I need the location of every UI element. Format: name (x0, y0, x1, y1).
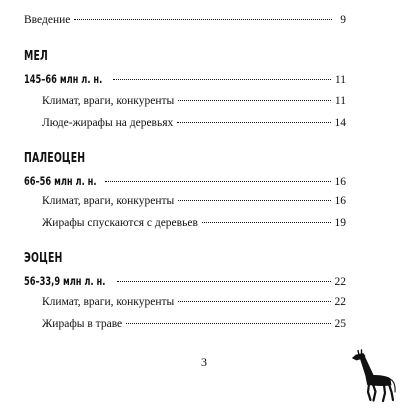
dot-leader (126, 323, 330, 324)
section-heading-cretaceous: МЕЛ (24, 49, 48, 64)
dot-leader (202, 222, 331, 223)
toc-entry-label: Люде-жирафы на деревьях (42, 117, 174, 129)
giraffe-icon (350, 348, 400, 403)
dot-leader (178, 200, 330, 201)
dot-leader (74, 19, 332, 20)
toc-range-label: 56–33,9 млн л. н. (24, 274, 106, 288)
dot-leader (117, 281, 330, 282)
toc-entry-page: 25 (334, 318, 346, 330)
toc-entry (42, 217, 346, 229)
toc-entry (42, 95, 346, 107)
toc-entry (42, 318, 346, 330)
toc-entry-page: 14 (334, 117, 346, 129)
toc-range-page: 16 (334, 176, 346, 188)
toc-entry-page: 9 (340, 14, 346, 26)
toc-range-label: 145–66 млн л. н. (24, 72, 103, 86)
dot-leader (178, 301, 330, 302)
dot-leader (178, 100, 331, 101)
dot-leader (105, 181, 331, 182)
toc-range-cretaceous (24, 72, 346, 86)
toc-entry-label: Введение (24, 14, 71, 26)
toc-entry-label: Климат, враги, конкуренты (42, 95, 175, 107)
toc-range-paleocene (24, 174, 346, 188)
toc-entry-label: Жирафы в траве (42, 318, 123, 330)
dot-leader (177, 122, 330, 123)
toc-range-label: 66–56 млн л. н. (24, 174, 97, 188)
toc-entry-label: Жирафы спускаются с деревьев (42, 217, 198, 229)
section-heading-paleocene: ПАЛЕОЦЕН (24, 151, 86, 166)
toc-entry-label: Климат, враги, конкуренты (42, 296, 175, 308)
toc-entry-page: 11 (334, 95, 346, 107)
toc-range-page: 22 (334, 276, 346, 288)
toc-entry-page: 22 (334, 296, 346, 308)
toc-range-page: 11 (334, 74, 346, 86)
page-number: 3 (201, 355, 207, 369)
section-heading-eocene: ЭОЦЕН (24, 251, 63, 266)
toc-entry-page: 19 (334, 217, 346, 229)
toc-entry (42, 117, 346, 129)
toc-entry (42, 296, 346, 308)
toc-entry-page: 16 (334, 195, 346, 207)
toc-entry (42, 195, 346, 207)
toc-range-eocene (24, 274, 346, 288)
toc-entry-label: Климат, враги, конкуренты (42, 195, 175, 207)
toc-entry-intro (24, 14, 346, 26)
dot-leader (113, 79, 331, 80)
